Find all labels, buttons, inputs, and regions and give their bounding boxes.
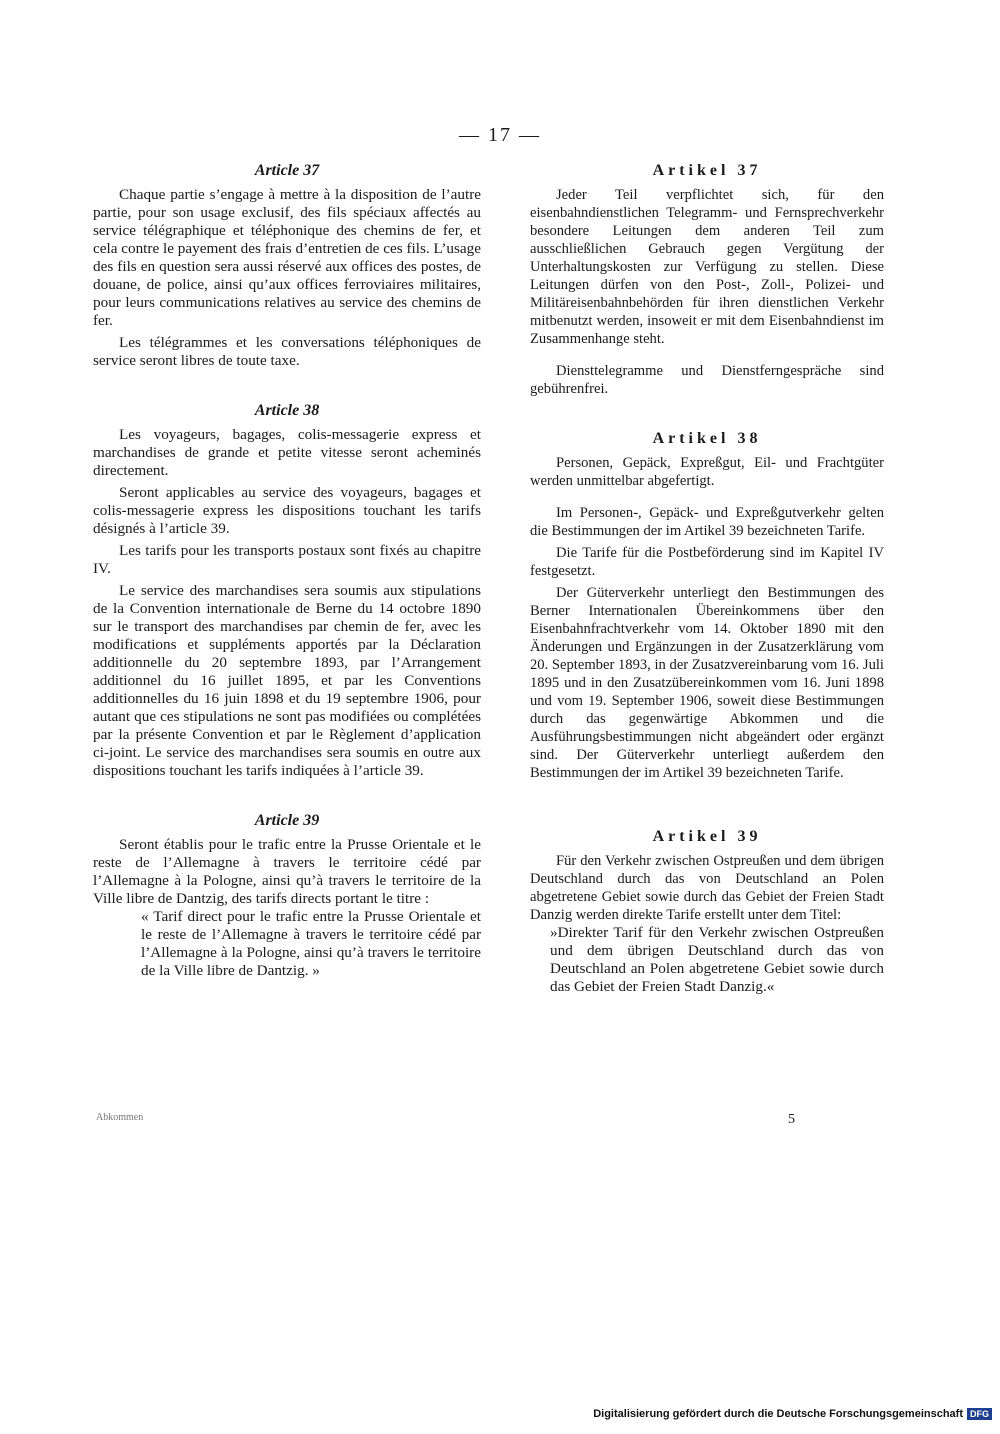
article-39-fr-p1: Seront établis pour le trafic entre la Prusse Orientale et le reste de l’Allemagne à travers le territoire cédé par l’Allemagne à la Pologne, ainsi qu’à travers le territoire de la Ville libre de Dantzig, des tarifs directs portant le titre : <box>93 836 481 907</box>
article-38-fr-p4: Le service des marchandises sera soumis aux stipulations de la Convention internationale de Berne du 14 octobre 1890 sur le transport des marchandises par chemin de fer, avec les modifications et suppléments apportés par la Déclaration additionnelle du 20 septembre 1893, par l’Arrangement additionnel du 16 juillet 1895, et par les Conventions additionnelles du 16 juin 1898 et du 19 septembre 1906, pour autant que ces stipulations ne sont pas modifiées ou complétées par la présente Convention et par le Règlement d’application ci-joint. Le service des marchandises sera soumis en outre aux dispositions touchant les tarifs indiquées à l’article 39. <box>93 582 481 779</box>
article-38-de-p4: Der Güterverkehr unterliegt den Bestimmungen des Berner Internationalen Übereinkommens über den Eisenbahnfrachtverkehr vom 14. Oktober 1890 mit den Änderungen und Ergänzungen in der Zusatzerklärung vom 20. September 1893, in der Zusatzvereinbarung vom 16. Juli 1895 und in den Zusatzübereinkommen vom 16. Juni 1898 und vom 19. September 1906, soweit diese Bestimmungen durch das gegenwärtige Abkommen und die Ausführungsbestimmungen nicht abgeändert oder ergänzt sind. Der Güterverkehr unterliegt außerdem den Bestimmungen der im Artikel 39 bezeichneten Tarife. <box>530 585 884 781</box>
article-38-fr-p3: Les tarifs pour les transports postaux sont fixés au chapitre IV. <box>93 542 481 577</box>
article-39-de-title: Artikel 39 <box>652 828 762 845</box>
article-38-de-p1: Personen, Gepäck, Expreßgut, Eil- und Frachtgüter werden unmittelbar abgefertigt. <box>530 455 884 489</box>
article-37-de-p1: Jeder Teil verpflichtet sich, für den eisenbahndienstlichen Telegramm- und Fernsprechverkehr besondere Leitungen dem anderen Teil zum ausschließlichen Gebrauch gegen Vergütung der Unterhaltungskosten zur Verfügung zu stellen. Diese Leitungen dürfen von den Post-, Zoll-, Polizei- und Militäreisenbahnbehörden für ihren dienstlichen Verkehr mitbenutzt werden, insoweit er mit dem Eisenbahndienst im Zusammenhange steht. <box>530 187 884 347</box>
credit-text: Digitalisierung gefördert durch die Deutsche Forschungsgemeinschaft <box>593 1408 963 1420</box>
article-37-fr-title: Article 37 <box>254 162 320 179</box>
article-37-de-title: Artikel 37 <box>652 162 762 179</box>
article-38-fr-p1: Les voyageurs, bagages, colis-messagerie express et marchandises de grande et petite vitesse seront acheminés directement. <box>93 426 481 479</box>
article-39-fr-quote: « Tarif direct pour le trafic entre la Prusse Orientale et le reste de l’Allemagne à travers le territoire cédé par l’Allemagne à la Pologne, ainsi qu’à travers le territoire de la Ville libre de Dantzig. » <box>141 908 481 979</box>
article-37-fr-p1: Chaque partie s’engage à mettre à la disposition de l’autre partie, pour son usage exclusif, des fils spéciaux affectés au service télégraphique et téléphonique des chemins de fer, et cela contre le payement des frais d’entretien de ces fils. L’usage des fils en question sera aussi réservé aux offices des postes, de douane, de police, ainsi qu’aux offices ferroviaires militaires, pour leurs communications relatives au service des chemins de fer. <box>93 186 481 329</box>
footer-signature-mark: Abkommen <box>96 1112 144 1123</box>
french-column <box>93 160 481 980</box>
article-38-fr-title: Article 38 <box>254 402 320 419</box>
page-number: — 17 — <box>459 124 541 146</box>
dfg-logo-icon: DFG <box>967 1408 992 1420</box>
article-38-de-title: Artikel 38 <box>652 430 762 447</box>
article-38-fr-p2: Seront applicables au service des voyageurs, bagages et colis-messagerie express les dispositions touchant les tarifs désignés à l’article 39. <box>93 484 481 537</box>
article-38-de-p3: Die Tarife für die Postbeförderung sind im Kapitel IV festgesetzt. <box>530 545 884 579</box>
article-37-de-p2: Diensttelegramme und Dienstferngespräche sind gebührenfrei. <box>530 363 884 397</box>
article-39-fr-title: Article 39 <box>254 812 320 829</box>
sheet-number: 5 <box>788 1112 795 1127</box>
article-38-de-p2: Im Personen-, Gepäck- und Expreßgutverkehr gelten die Bestimmungen der im Artikel 39 bezeichneten Tarife. <box>530 505 884 539</box>
german-column <box>530 160 884 996</box>
article-37-fr-p2: Les télégrammes et les conversations téléphoniques de service seront libres de toute taxe. <box>93 334 481 369</box>
digitization-credit <box>593 1408 992 1420</box>
article-39-de-p1: Für den Verkehr zwischen Ostpreußen und dem übrigen Deutschland durch das von Deutschland an Polen abgetretene Gebiet sowie durch das Gebiet der Freien Stadt Danzig werden direkte Tarife erstellt unter dem Titel: <box>530 853 884 923</box>
article-39-de-quote: »Direkter Tarif für den Verkehr zwischen Ostpreußen und dem übrigen Deutschland durch das von Deutschland an Polen abgetretene Gebiet sowie durch das Gebiet der Freien Stadt Danzig.« <box>550 924 884 995</box>
